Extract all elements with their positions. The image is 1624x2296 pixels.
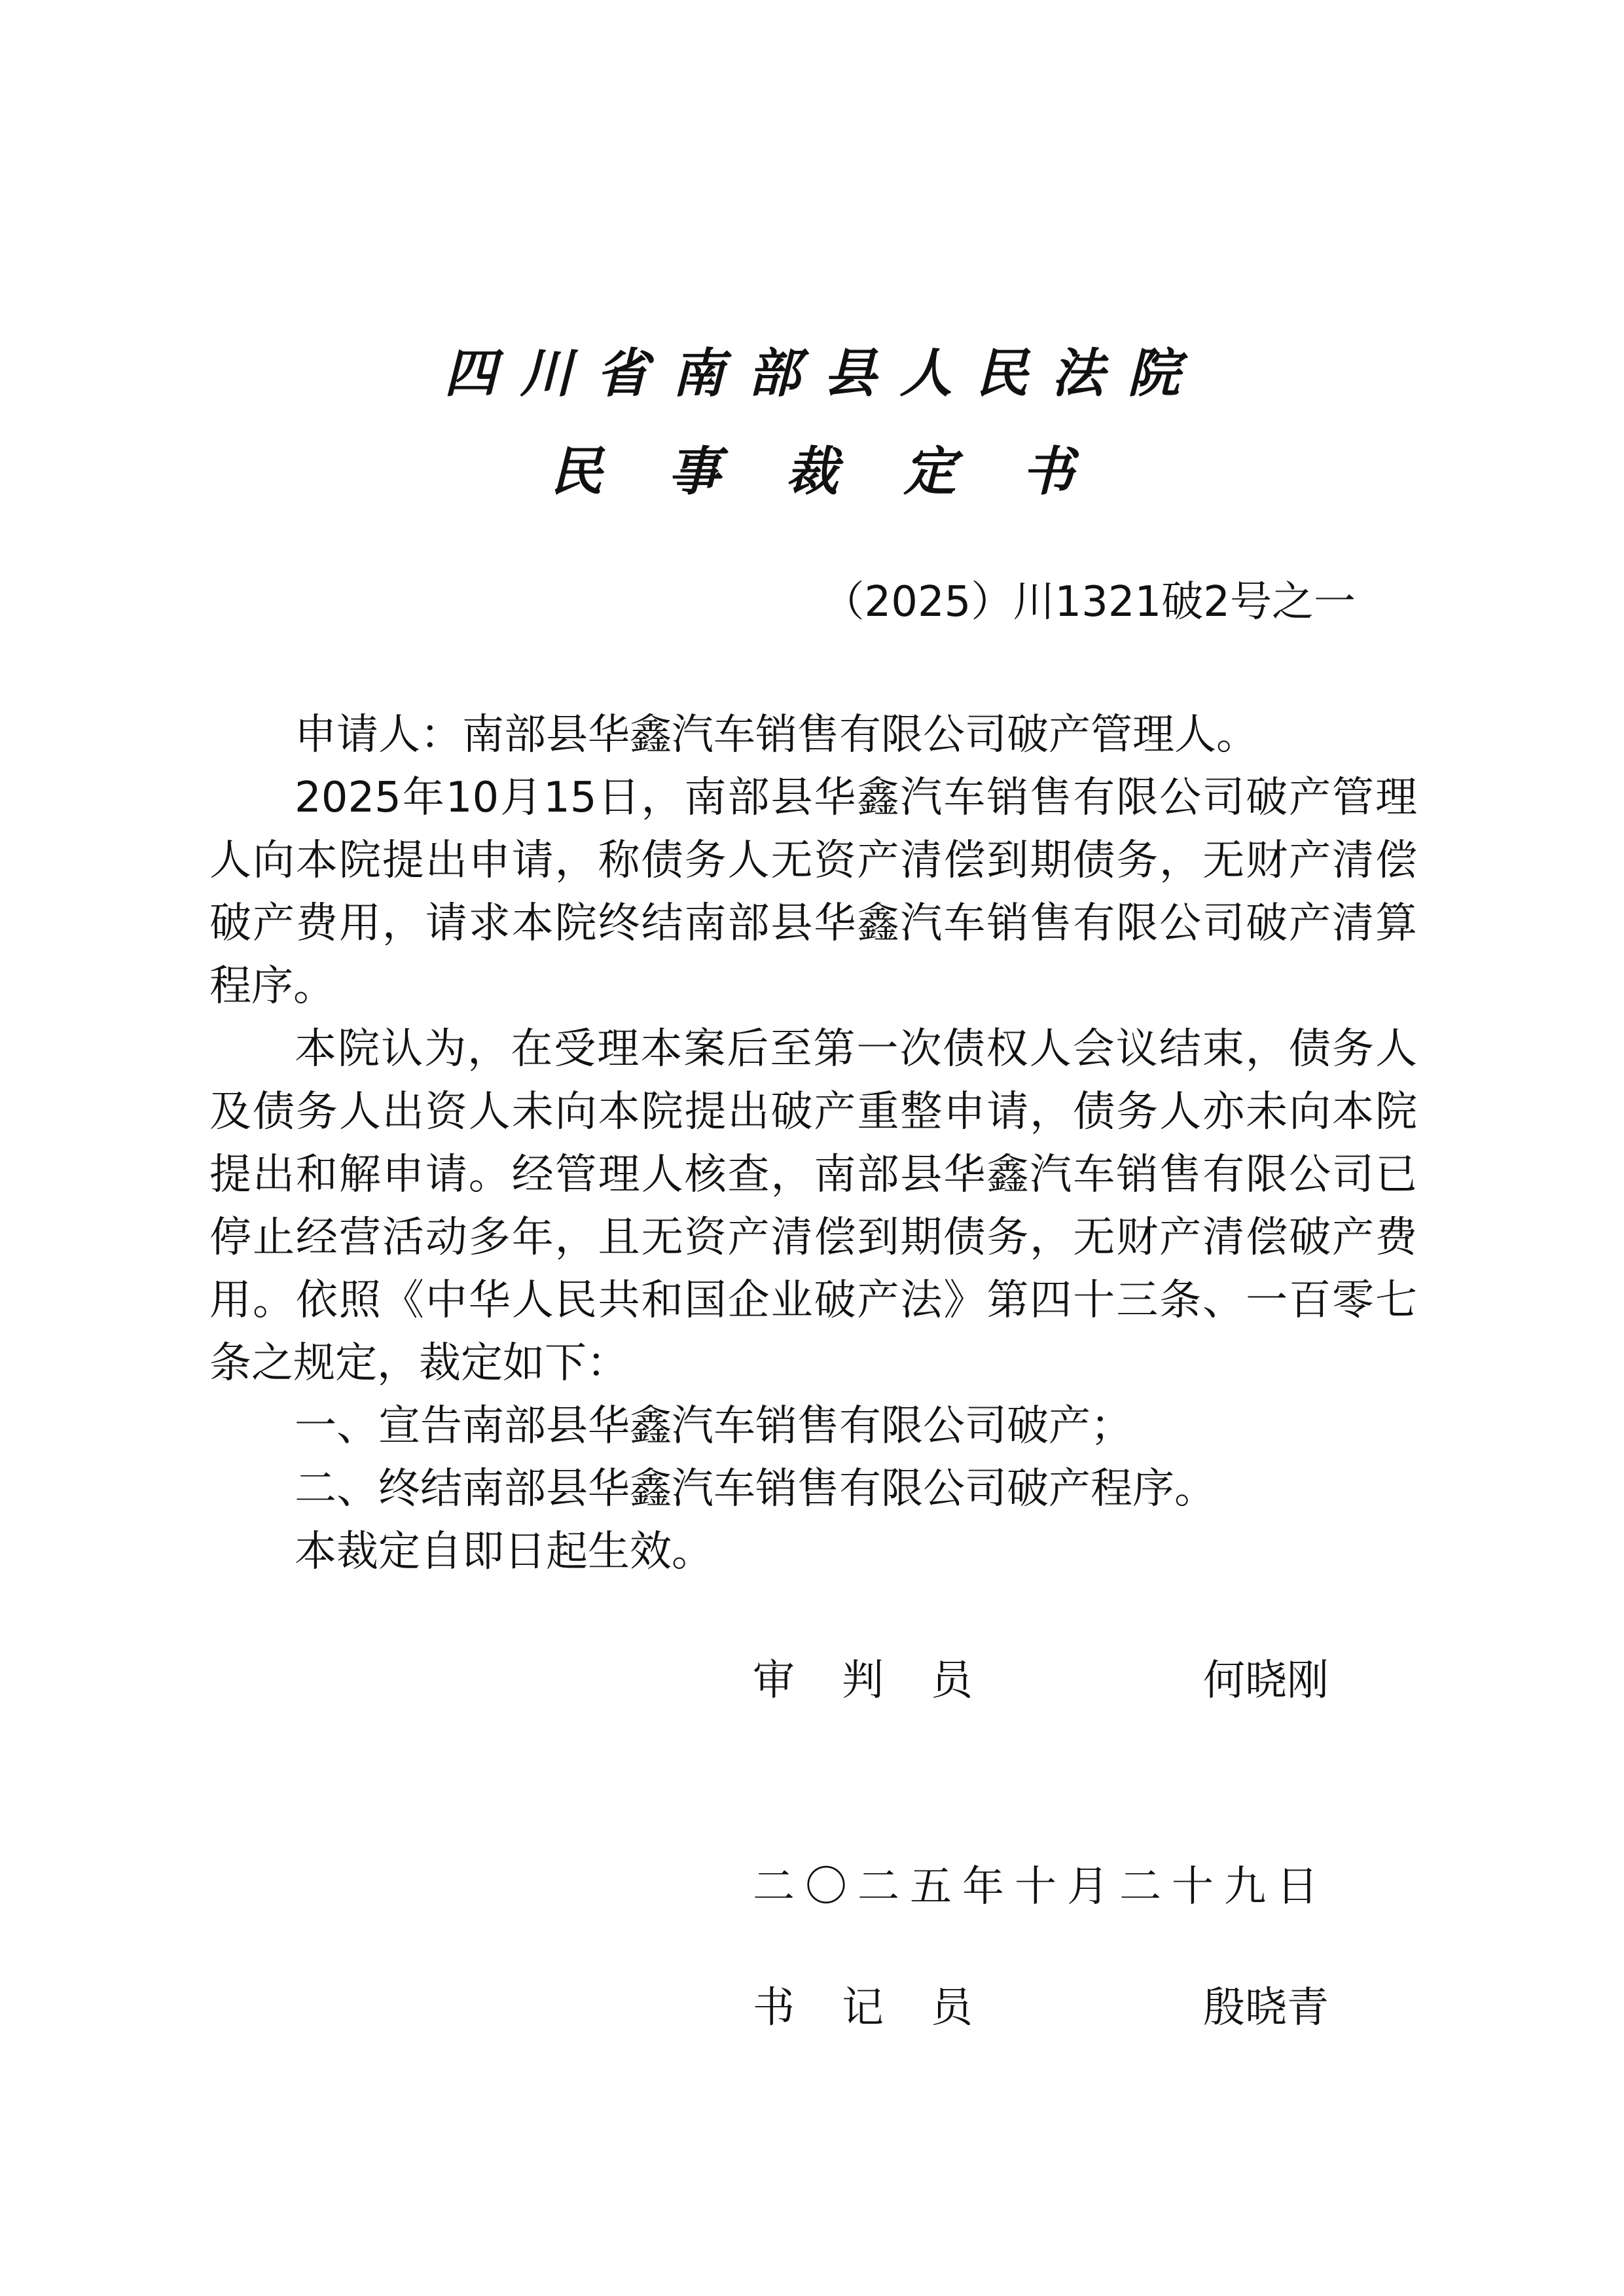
court-name: 四川省南部县人民法院 bbox=[444, 342, 1204, 404]
case-number: （2025）川1321破2号之一 bbox=[822, 578, 1356, 626]
ruling-item-2: 二、终结南部县华鑫汽车销售有限公司破产程序。 bbox=[295, 1465, 1216, 1513]
judge-name: 何晓刚 bbox=[1203, 1657, 1329, 1705]
judge-role-label: 审判员 bbox=[753, 1657, 1020, 1705]
document-type-title: 民事裁定书 bbox=[550, 440, 1140, 502]
ruling-body bbox=[209, 704, 1417, 1583]
clerk-role-label: 书记员 bbox=[753, 1984, 1020, 2032]
ruling-date: 二〇二五年十月二十九日 bbox=[753, 1863, 1329, 1911]
ruling-item-1: 一、宣告南部县华鑫汽车销售有限公司破产； bbox=[295, 1402, 1132, 1450]
effective-clause: 本裁定自即日起生效。 bbox=[295, 1528, 713, 1576]
applicant-paragraph: 申请人：南部县华鑫汽车销售有限公司破产管理人。 bbox=[295, 711, 1258, 759]
clerk-name: 殷晓青 bbox=[1203, 1984, 1329, 2032]
court-opinion-paragraph: 本院认为，在受理本案后至第一次债权人会议结束，债务人及债务人出资人未向本院提出破产重整申请，债务人亦未向本院提出和解申请。经管理人核查，南部县华鑫汽车销售有限公司已停止经营活动多年，且无资产清偿到期债务，无财产清偿破产费用。依照《中华人民共和国企业破产法》第四十三条、一百零七条之规定，裁定如下： bbox=[209, 1025, 1417, 1388]
application-paragraph: 2025年10月15日，南部县华鑫汽车销售有限公司破产管理人向本院提出申请，称债务人无资产清偿到期债务，无财产清偿破产费用，请求本院终结南部县华鑫汽车销售有限公司破产清算程序。 bbox=[209, 774, 1417, 1011]
